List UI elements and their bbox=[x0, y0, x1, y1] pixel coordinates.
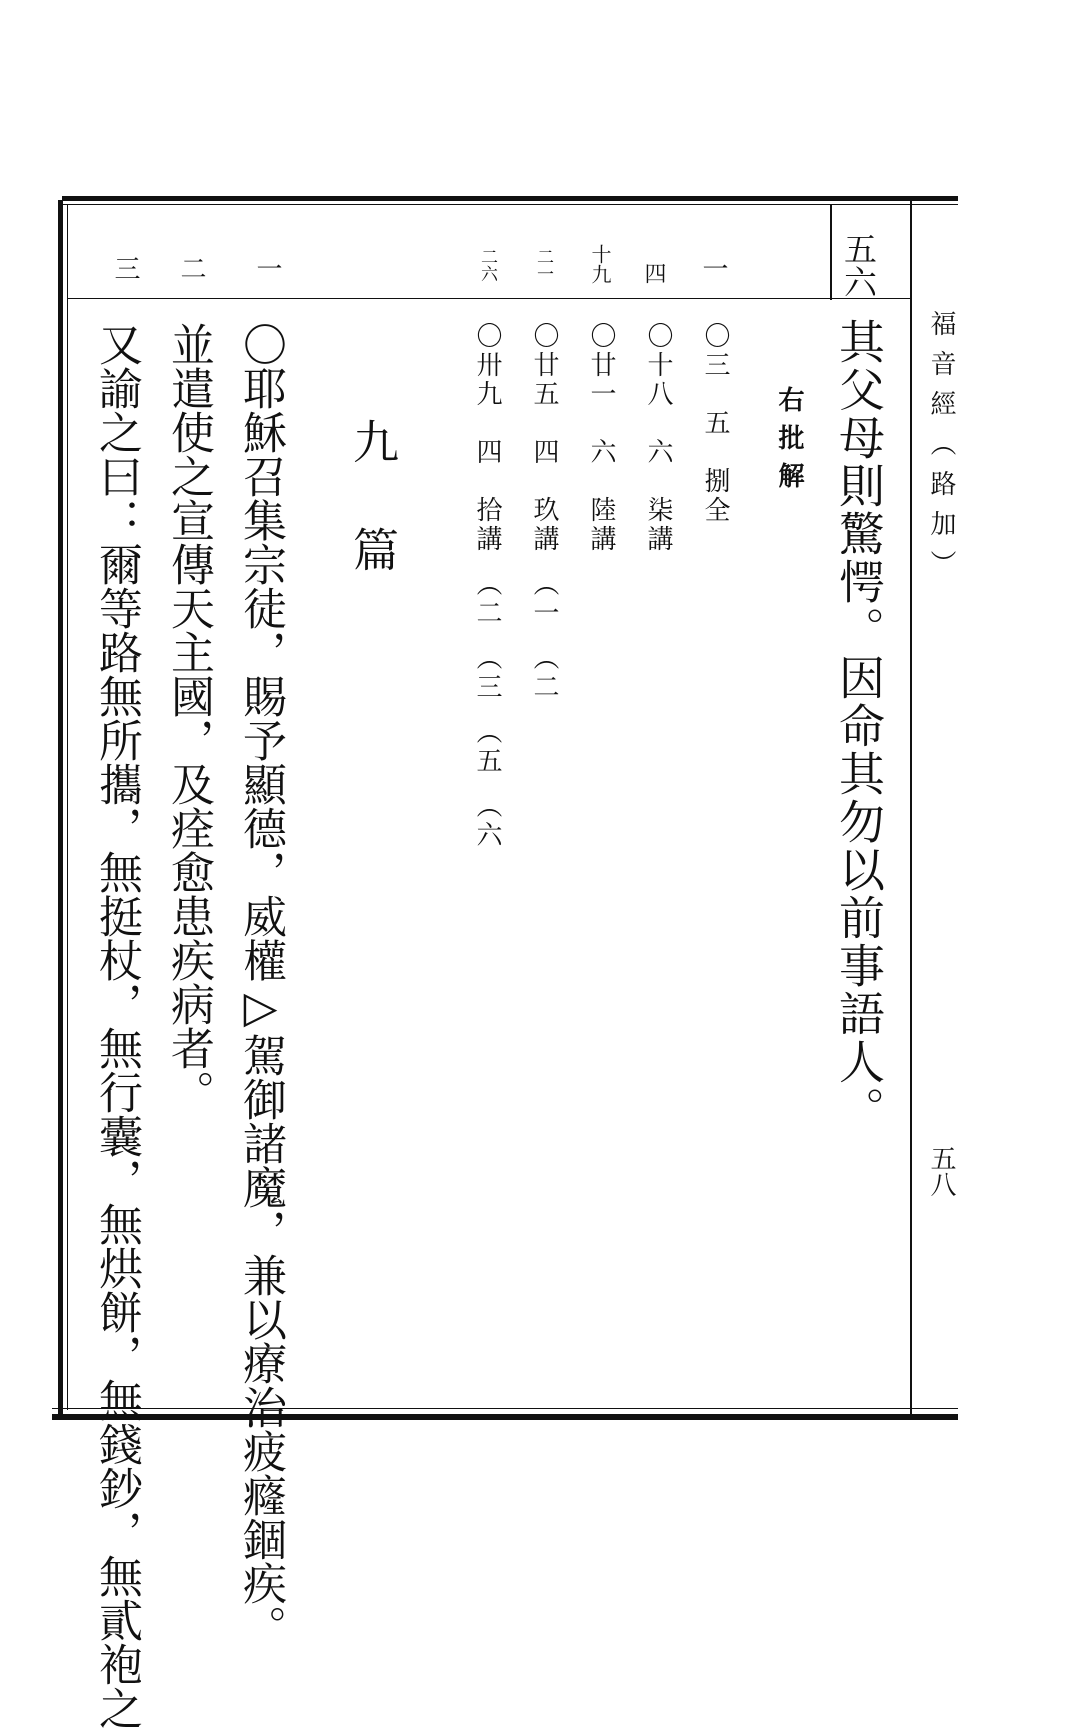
verse-1: 〇耶穌召集宗徒，賜予顯德，威權▷駕御諸魔，兼以療治疲癃錮疾。 bbox=[235, 322, 286, 1649]
ref-number: 二 bbox=[176, 255, 206, 281]
annotation-row: 〇廿一 六 陸講 bbox=[586, 322, 616, 554]
annotation-row: 〇十八 六 柒講 bbox=[643, 322, 673, 554]
ref-number: 一 bbox=[698, 255, 728, 281]
verse-2: 並遣使之宣傳天主國，及痊愈患疾病者。 bbox=[163, 322, 214, 1114]
main-text: 其父母則驚愕。因命其勿以前事語人。 bbox=[832, 318, 886, 1134]
bottom-border-inner bbox=[52, 1408, 958, 1409]
ref-number: 二六 bbox=[477, 248, 497, 282]
annotation-row: 〇三 五 捌全 bbox=[700, 322, 730, 525]
ref-number: 一 bbox=[252, 255, 282, 281]
left-border-inner bbox=[67, 204, 68, 1410]
ref-number: 三 bbox=[110, 255, 140, 281]
annotation-row: 〇廿五 四 玖講 （一 （二 bbox=[529, 322, 559, 702]
annotation-row: 〇卅九 四 拾講 （二 （三 （五 （六 bbox=[472, 322, 502, 850]
book-title: 福音經（路加） bbox=[926, 310, 956, 590]
ref-number: 十九 bbox=[588, 244, 612, 284]
page-marker: 五六 bbox=[839, 232, 878, 298]
bottom-border bbox=[52, 1414, 958, 1420]
right-border bbox=[910, 200, 912, 1418]
verse-3: 又諭之曰：爾等路無所攜，無挺杖，無行囊，無烘餅，無錢鈔，無貳袍之 bbox=[91, 322, 142, 1730]
left-border bbox=[58, 200, 63, 1418]
column-divider bbox=[830, 205, 832, 300]
ref-number: 二一 bbox=[533, 248, 553, 282]
annotation-heading: 右批解 bbox=[774, 386, 804, 500]
page-number: 五八 bbox=[926, 1145, 956, 1197]
top-border bbox=[62, 196, 958, 201]
top-border-inner bbox=[62, 204, 958, 205]
header-divider bbox=[68, 298, 910, 299]
chapter-title: 九 篇 bbox=[346, 418, 400, 580]
ref-number: 四 bbox=[641, 262, 666, 284]
